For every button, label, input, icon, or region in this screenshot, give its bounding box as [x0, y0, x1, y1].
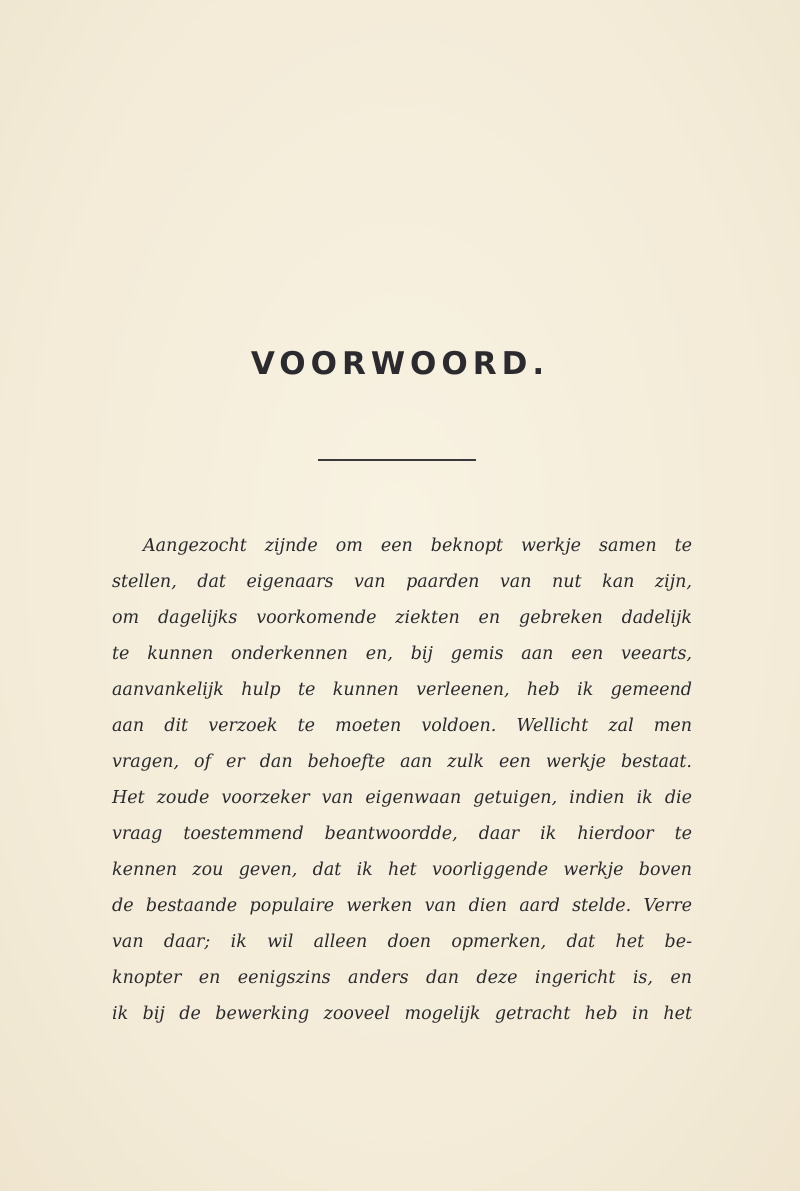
text-line: te kunnen onderkennen en, bij gemis aan een veearts,: [112, 644, 692, 664]
text-line: Aangezocht zijnde om een beknopt werkje samen te: [143, 536, 692, 556]
text-line: aanvankelijk hulp te kunnen verleenen, heb ik gemeend: [112, 680, 692, 700]
text-line: stellen, dat eigenaars van paarden van nut kan zijn,: [112, 572, 692, 592]
text-line: van daar; ik wil alleen doen opmerken, dat het be-: [112, 932, 692, 952]
title-divider: [318, 459, 476, 461]
text-line: ik bij de bewerking zooveel mogelijk getracht heb in het: [112, 1004, 692, 1024]
text-line: om dagelijks voorkomende ziekten en gebreken dadelijk: [112, 608, 692, 628]
text-line: Het zoude voorzeker van eigenwaan getuigen, indien ik die: [112, 788, 692, 808]
page-title: VOORWOORD.: [250, 346, 550, 382]
text-line: vraag toestemmend beantwoordde, daar ik hierdoor te: [112, 824, 692, 844]
preface-paragraph: [112, 534, 692, 1038]
text-line: de bestaande populaire werken van dien aard stelde. Verre: [112, 896, 692, 916]
text-line: aan dit verzoek te moeten voldoen. Wellicht zal men: [112, 716, 692, 736]
text-line: vragen, of er dan behoefte aan zulk een werkje bestaat.: [112, 752, 692, 772]
text-line: knopter en eenigszins anders dan deze ingericht is, en: [112, 968, 692, 988]
text-line: kennen zou geven, dat ik het voorliggende werkje boven: [112, 860, 692, 880]
